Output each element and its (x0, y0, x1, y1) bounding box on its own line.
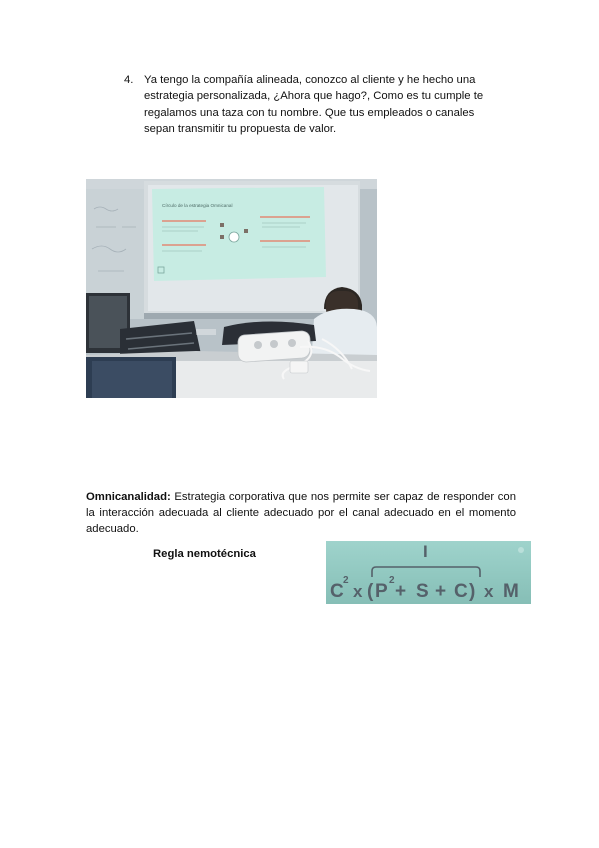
definition-term: Omnicanalidad: (86, 491, 171, 503)
formula-plus-1: + (395, 581, 407, 602)
list-item-text (144, 72, 516, 137)
slide-title: Círculo de la estrategia Omnicanal (162, 203, 233, 208)
formula-plus-2: + (435, 581, 447, 602)
formula-close-paren: ) (469, 581, 476, 602)
text-line: sepan transmitir tu propuesta de valor. (144, 122, 337, 135)
list-item-4 (124, 72, 516, 137)
classroom-photo (86, 179, 377, 398)
text-line: Ya tengo la compañía alineada, conozco al cliente y he hecho una (144, 74, 476, 86)
formula-p: P (375, 581, 388, 602)
list-number: 4. (124, 74, 134, 86)
formula-p-exponent: 2 (389, 575, 395, 586)
formula-times-1: x (353, 582, 363, 601)
text-line: regalamos una taza con tu nombre. Que tus empleados o canales (144, 106, 475, 119)
formula-c-exponent: 2 (343, 575, 349, 586)
text-line: estrategia personalizada, ¿Ahora que hago?, Como es tu cumple te (144, 90, 484, 103)
formula-open-paren: ( (367, 581, 374, 602)
formula-times-2: x (484, 582, 494, 601)
formula-graphic (326, 541, 531, 604)
formula-s: S (416, 581, 429, 602)
omnicanalidad-definition (86, 489, 516, 537)
formula-m: M (503, 581, 519, 602)
formula-c: C (330, 581, 344, 602)
mnemonic-label: Regla nemotécnica (153, 548, 256, 560)
formula-top: I (423, 542, 428, 561)
mnemonic-formula-image (326, 541, 531, 604)
definition-text: Estrategia corporativa que nos permite ser capaz de responder con la interacción adecuada al cliente adecuado por el canal adecuado en el momento adecuado. (86, 491, 516, 535)
formula-c2: C (454, 581, 468, 602)
classroom-photo-graphic (86, 179, 377, 398)
